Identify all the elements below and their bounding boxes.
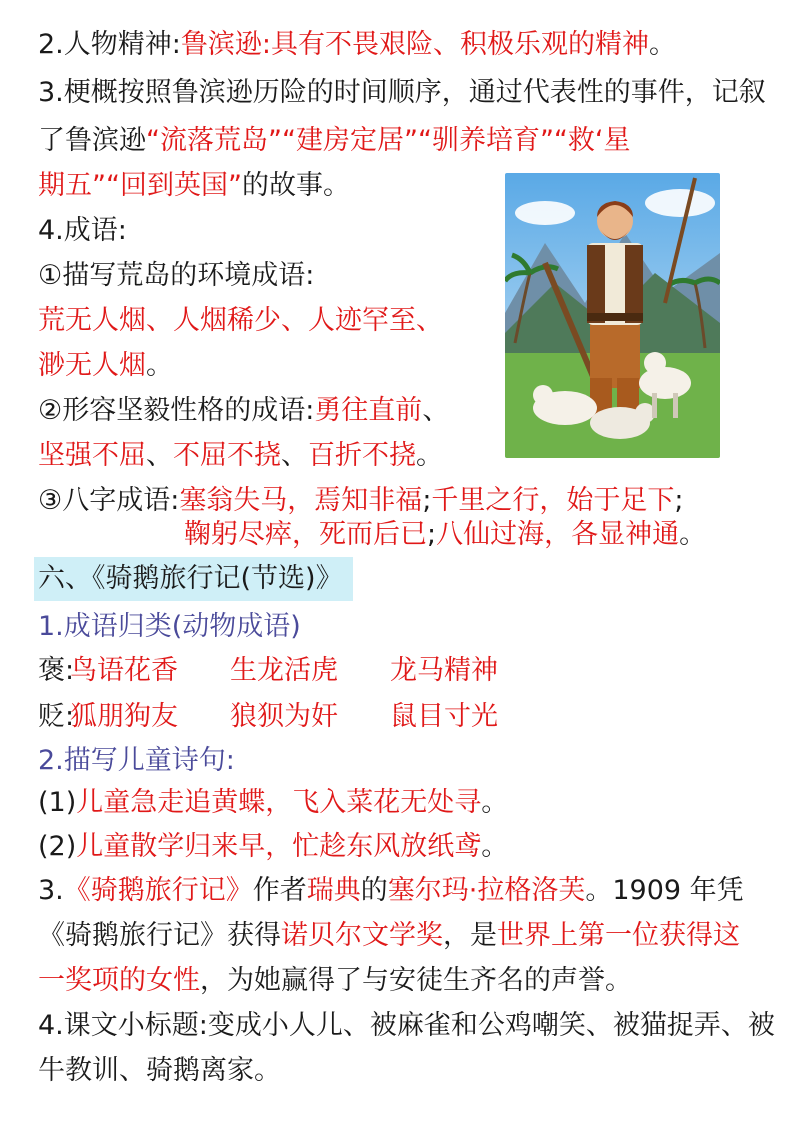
award-fact: 一奖项的女性 — [38, 965, 200, 996]
author-name: 塞尔玛·拉格洛芙 — [387, 875, 586, 906]
line-eight-char-idioms-2 — [184, 512, 706, 558]
idioms-heading: 4.成语: — [38, 215, 127, 246]
island-idioms-label: ①描写荒岛的环境成语: — [38, 260, 315, 291]
line-poem-2 — [38, 824, 508, 870]
animal-idioms-heading: 1.成语归类(动物成语) — [38, 611, 301, 642]
idiom: 塞翁失马，焉知非福 — [179, 485, 423, 516]
summary-text: 3.梗概按照鲁滨逊历险的时间顺序，通过代表性的事件，记叙 — [38, 77, 766, 108]
idiom: 龙马精神 — [390, 655, 498, 686]
line-subtitles-end — [38, 1048, 281, 1094]
line-summary-events — [38, 118, 631, 164]
event-list: “流落荒岛”“建房定居”“驯养培育”“救‘星 — [146, 125, 631, 156]
punct: ; — [427, 519, 437, 550]
poem-line: 儿童散学归来早，忙趁东风放纸鸢 — [76, 831, 482, 862]
subtitles-text: 牛教训、骑鹅离家。 — [38, 1055, 281, 1086]
line-summary-events-end — [38, 163, 350, 209]
text: 作者 — [252, 875, 307, 906]
section-heading: 六、《骑鹅旅行记(节选)》 — [34, 557, 353, 601]
idiom: 狼狈为奸 — [230, 701, 338, 732]
punct: ; — [422, 485, 432, 516]
line-summary — [38, 70, 766, 116]
punct: 。 — [481, 787, 509, 818]
event-list: 期五”“回到英国” — [38, 170, 242, 201]
item-number: 3. — [38, 875, 64, 906]
idiom: 鞠躬尽瘁，死而后已 — [184, 519, 427, 550]
idiom: 狐朋狗友 — [70, 701, 178, 732]
punct: 。 — [648, 29, 676, 60]
idiom: 鸟语花香 — [70, 655, 178, 686]
punct: ; — [674, 485, 684, 516]
idiom: 生龙活虎 — [230, 655, 338, 686]
summary-text: 的故事。 — [241, 170, 350, 201]
text: ，是 — [443, 920, 497, 951]
robinson-illustration-svg — [505, 173, 720, 458]
poem-number: (2) — [38, 831, 77, 862]
eight-char-label: ③八字成语: — [38, 485, 180, 516]
punct: 。 — [679, 519, 707, 550]
line-island-idioms — [38, 298, 443, 344]
character-idioms-label: ②形容坚毅性格的成语: — [38, 395, 315, 426]
poem-line: 儿童急走追黄蝶，飞入菜花无处寻 — [76, 787, 482, 818]
text: 的 — [360, 875, 388, 906]
line-negative-idioms — [38, 694, 498, 740]
line-poem-1 — [38, 780, 508, 826]
line-animal-idioms-heading — [38, 604, 301, 650]
country: 瑞典 — [306, 875, 361, 906]
idiom: 坚强不屈 — [38, 440, 146, 471]
book-title: 《骑鹅旅行记》 — [63, 875, 253, 906]
text: 。1909 年凭 — [585, 875, 744, 906]
positive-label: 褒: — [38, 655, 75, 686]
idiom: 鼠目寸光 — [390, 701, 498, 732]
punct: 。 — [416, 440, 443, 471]
children-poems-heading: 2.描写儿童诗句: — [38, 745, 235, 776]
text: ，为她赢得了与安徒生齐名的声誉。 — [200, 965, 632, 996]
line-subtitles — [38, 1003, 775, 1049]
line-character-idioms-2 — [38, 433, 443, 479]
idiom: 不屈不挠 — [173, 440, 281, 471]
award-fact: 世界上第一位获得这 — [497, 920, 740, 951]
punct: 。 — [146, 350, 173, 381]
item-label: 2.人物精神: — [38, 29, 181, 60]
punct: 。 — [481, 831, 509, 862]
line-character-idioms — [38, 388, 449, 434]
idiom: 八仙过海，各显神通 — [436, 519, 680, 550]
key-phrase: 鲁滨逊:具有不畏艰险、积极乐观的精神 — [180, 29, 649, 60]
line-positive-idioms — [38, 648, 498, 694]
summary-text: 了鲁滨逊 — [38, 125, 146, 156]
punct: 、 — [422, 395, 450, 426]
award-name: 诺贝尔文学奖 — [281, 920, 443, 951]
text: 《骑鹅旅行记》获得 — [38, 920, 281, 951]
subtitles-text: 4.课文小标题:变成小人儿、被麻雀和公鸡嘲笑、被猫捉弄、被 — [38, 1010, 775, 1041]
line-idioms-heading — [38, 208, 127, 254]
negative-label: 贬: — [38, 701, 75, 732]
robinson-illustration — [505, 173, 720, 458]
line-author — [38, 868, 744, 914]
line-island-idioms-end — [38, 343, 173, 389]
line-award — [38, 913, 740, 959]
island-idiom: 渺无人烟 — [38, 350, 146, 381]
idiom: 百折不挠 — [308, 440, 416, 471]
punct: 、 — [146, 440, 173, 471]
idiom: 勇往直前 — [314, 395, 423, 426]
island-idioms: 荒无人烟、人烟稀少、人迹罕至、 — [38, 305, 443, 336]
line-island-idioms-label — [38, 253, 314, 299]
idiom: 千里之行，始于足下 — [431, 485, 675, 516]
line-award-end — [38, 958, 632, 1004]
line-character-spirit — [38, 22, 676, 68]
punct: 、 — [281, 440, 308, 471]
poem-number: (1) — [38, 787, 77, 818]
line-children-poems-heading — [38, 738, 235, 784]
